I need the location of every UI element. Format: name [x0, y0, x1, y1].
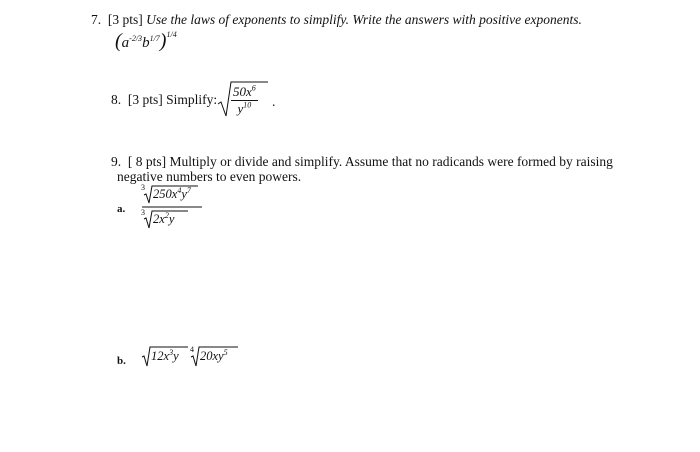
q8-fraction — [231, 84, 258, 117]
q8-num-exp: 6 — [251, 83, 256, 93]
q8-num-coef: 50x — [233, 84, 252, 99]
q7-number: 7. — [91, 12, 102, 27]
q9a-numerator — [153, 187, 191, 202]
q8-trailing: . — [272, 94, 276, 109]
q9b-rad1 — [151, 349, 179, 364]
q7-outer-exp: 1/4 — [166, 30, 177, 39]
q9-text-line1: Multiply or divide and simplify. Assume that no radicands were formed by raising — [169, 154, 613, 169]
q8-numerator — [231, 84, 258, 101]
q7-exp-b: 1/7 — [149, 34, 160, 43]
q9a-num-index: 3 — [141, 183, 145, 192]
q9b-rad2 — [200, 349, 228, 364]
q7-expression: $(a^{-2/3}b^{1/7})^{1/4}$ — [115, 30, 177, 52]
q9-number: 9. — [111, 154, 122, 169]
q8-line — [111, 92, 217, 108]
q9b-rad1-exp-x: 3 — [169, 347, 174, 357]
q9a-fraction — [140, 183, 206, 231]
q9a-den-index: 3 — [141, 208, 145, 217]
q8-label: Simplify: — [166, 92, 218, 107]
q9a-num-coef: 250x — [153, 187, 178, 201]
q8-denominator — [231, 101, 258, 117]
q7-line — [91, 12, 582, 28]
q9a-denominator — [153, 212, 174, 227]
q9b-rad2-index: 4 — [190, 345, 194, 354]
q9b-rad1-coef: 12x — [151, 349, 170, 363]
q7-base-a: a — [121, 35, 130, 51]
q9-points: [ 8 pts] — [127, 154, 167, 169]
q7-instruction: Use the laws of exponents to simplify. Write the answers with positive exponents. — [146, 12, 582, 27]
q9a-num-y: y — [181, 187, 187, 201]
q9b-label: b. — [117, 355, 126, 367]
q9a-num-exp-x: 4 — [177, 185, 182, 195]
q9b-expression — [140, 343, 240, 369]
q9-line1 — [111, 154, 613, 170]
q9a-den-y: y — [168, 212, 175, 226]
q9a-den-exp-x: 2 — [164, 210, 169, 220]
q9b-rad1-y: y — [173, 349, 179, 363]
q9a-label: a. — [117, 203, 126, 215]
q9a-den-coef: 2x — [153, 212, 165, 226]
q7-exp-a: -2/3 — [129, 34, 143, 43]
q9-text-line2: negative numbers to even powers. — [117, 169, 302, 184]
q7-points: [3 pts] — [107, 12, 143, 27]
q9b-rad2-exp-y: 5 — [223, 347, 228, 357]
q9b-rad2-coef: 20xy — [200, 349, 224, 363]
q8-den-exp: 10 — [243, 100, 252, 110]
q8-den-base: y — [237, 101, 244, 116]
q8-points: [3 pts] — [127, 92, 163, 107]
q9a-num-exp-y: 7 — [186, 185, 191, 195]
q8-number: 8. — [111, 92, 122, 107]
q7-base-b: b — [142, 35, 150, 51]
